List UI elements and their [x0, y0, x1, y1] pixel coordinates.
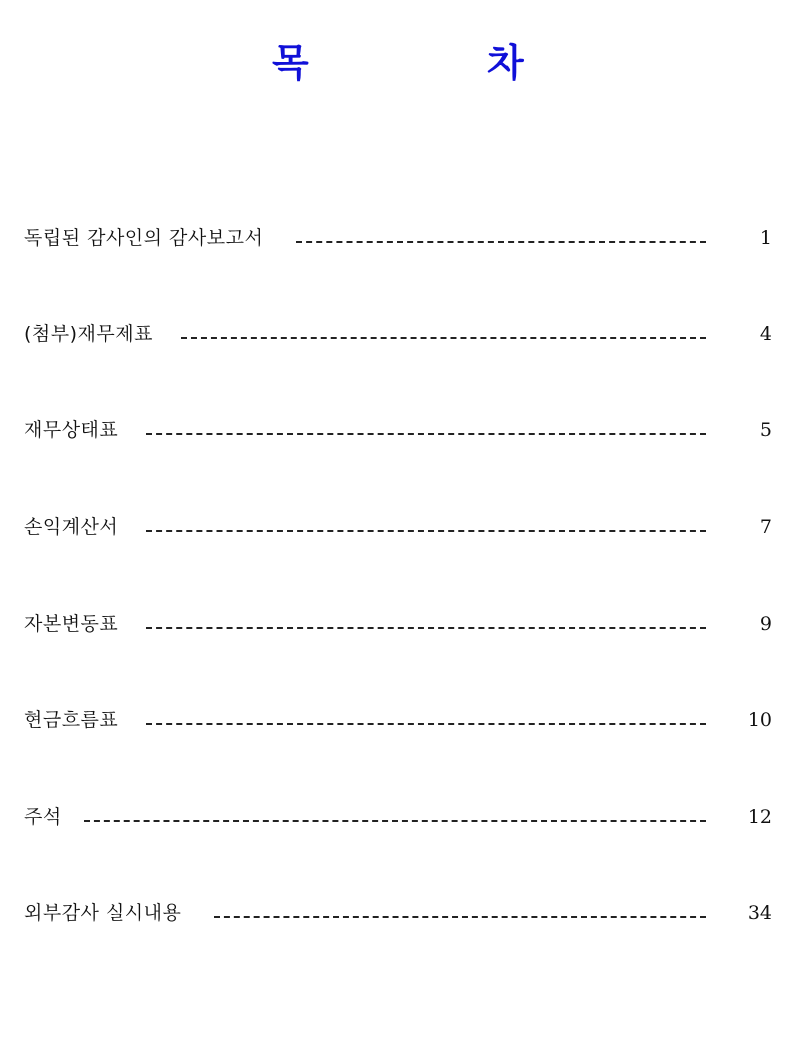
toc-entry-label: 주석 [24, 806, 62, 828]
toc-entry-cash-flow[interactable] [24, 705, 772, 735]
toc-dot-leader [146, 530, 706, 532]
toc-entry-page: 10 [747, 709, 772, 731]
toc-entry-attached-statements[interactable] [24, 319, 772, 349]
toc-dot-leader [146, 723, 706, 725]
title-char-1: 목 [272, 41, 309, 85]
toc-entry-label: 독립된 감사인의 감사보고서 [24, 227, 264, 249]
toc-entry-label: (첨부)재무제표 [24, 323, 153, 345]
toc-entry-label: 손익계산서 [24, 516, 119, 538]
toc-entry-audit-report[interactable] [24, 223, 772, 253]
toc-entry-label: 자본변동표 [24, 613, 119, 635]
toc-entry-external-audit[interactable] [24, 898, 772, 928]
toc-entry-equity-changes[interactable] [24, 609, 772, 639]
toc-dot-leader [146, 627, 706, 629]
toc-entry-page: 9 [759, 613, 772, 635]
toc-dot-leader [181, 337, 706, 339]
toc-entry-label: 재무상태표 [24, 419, 119, 441]
title-char-2: 차 [487, 41, 524, 85]
toc-entry-page: 1 [759, 227, 772, 249]
toc-dot-leader [146, 433, 706, 435]
toc-entry-page: 5 [759, 419, 772, 441]
toc-entry-label: 외부감사 실시내용 [24, 902, 182, 924]
toc-dot-leader [84, 820, 706, 822]
toc-entry-income-statement[interactable] [24, 512, 772, 542]
toc-entry-page: 4 [759, 323, 772, 345]
toc-entry-page: 12 [747, 806, 772, 828]
toc-dot-leader [296, 241, 706, 243]
toc-dot-leader [214, 916, 706, 918]
toc-entry-label: 현금흐름표 [24, 709, 119, 731]
toc-entry-notes[interactable] [24, 802, 772, 832]
toc-entry-balance-sheet[interactable] [24, 415, 772, 445]
toc-entry-page: 7 [759, 516, 772, 538]
toc-entry-page: 34 [747, 902, 772, 924]
